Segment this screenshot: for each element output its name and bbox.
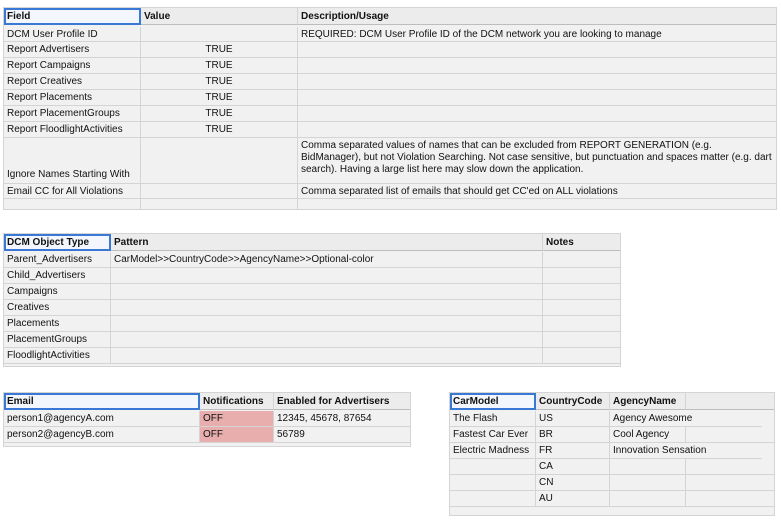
agencyname-cell[interactable] <box>610 491 686 507</box>
object-type-cell[interactable]: Child_Advertisers <box>4 268 111 284</box>
notes-cell[interactable] <box>543 348 620 364</box>
table-row <box>4 42 776 58</box>
lookup-table <box>449 392 775 516</box>
value-cell[interactable] <box>141 199 298 209</box>
pattern-cell[interactable] <box>111 316 543 332</box>
config-table <box>3 7 777 210</box>
table-row <box>4 199 776 209</box>
table-row <box>4 268 620 284</box>
agencyname-cell[interactable] <box>610 475 686 491</box>
description-cell[interactable]: Comma separated values of names that can be excluded from REPORT GENERATION (e.g. BidManager), but not Violation Searching. Not case sensitive, but punctuation and spaces matter (e.g. dart search). Having a large list here may slow down the application. <box>298 138 776 184</box>
pattern-table <box>3 233 621 367</box>
object-type-cell[interactable]: Creatives <box>4 300 111 316</box>
value-cell[interactable] <box>141 184 298 199</box>
countrycode-cell[interactable]: US <box>536 411 610 427</box>
value-cell[interactable]: TRUE <box>141 106 298 122</box>
advertisers-cell[interactable]: 12345, 45678, 87654 <box>274 411 410 427</box>
value-cell[interactable]: TRUE <box>141 74 298 90</box>
email-header-row <box>4 393 410 410</box>
description-cell[interactable] <box>298 199 776 209</box>
carmodel-cell[interactable]: Electric Madness <box>450 443 536 459</box>
countrycode-cell[interactable]: CA <box>536 459 610 475</box>
table-row <box>4 252 620 268</box>
table-row <box>4 427 410 443</box>
value-cell[interactable]: TRUE <box>141 90 298 106</box>
advertisers-cell[interactable]: 56789 <box>274 427 410 443</box>
pattern-header-row <box>4 234 620 251</box>
value-cell[interactable]: TRUE <box>141 122 298 138</box>
table-row <box>450 459 774 475</box>
pattern-cell[interactable] <box>111 332 543 348</box>
notes-cell[interactable] <box>543 252 620 268</box>
agencyname-cell[interactable] <box>610 459 686 475</box>
table-row <box>4 411 410 427</box>
pattern-cell[interactable] <box>111 348 543 364</box>
table-row <box>4 27 776 42</box>
pattern-cell[interactable] <box>111 284 543 300</box>
header-enabled-advertisers[interactable]: Enabled for Advertisers <box>274 393 410 410</box>
description-cell[interactable] <box>298 58 776 74</box>
header-value[interactable]: Value <box>141 8 298 25</box>
object-type-cell[interactable]: Placements <box>4 316 111 332</box>
notes-cell[interactable] <box>543 300 620 316</box>
email-table <box>3 392 411 447</box>
config-header-row <box>4 8 776 25</box>
countrycode-cell[interactable]: CN <box>536 475 610 491</box>
table-row <box>450 475 774 491</box>
field-cell[interactable] <box>4 199 141 209</box>
table-row <box>4 122 776 138</box>
description-cell[interactable]: Comma separated list of emails that should get CC'ed on ALL violations <box>298 184 776 199</box>
header-pattern[interactable]: Pattern <box>111 234 543 251</box>
pattern-cell[interactable] <box>111 300 543 316</box>
description-cell[interactable] <box>298 122 776 138</box>
agencyname-cell[interactable]: Cool Agency <box>610 427 686 443</box>
field-cell[interactable]: Report PlacementGroups <box>4 106 141 122</box>
carmodel-cell[interactable] <box>450 491 536 507</box>
email-cell[interactable]: person1@agencyA.com <box>4 411 200 427</box>
value-cell[interactable]: TRUE <box>141 58 298 74</box>
email-cell[interactable]: person2@agencyB.com <box>4 427 200 443</box>
carmodel-cell[interactable]: Fastest Car Ever <box>450 427 536 443</box>
carmodel-cell[interactable] <box>450 459 536 475</box>
notes-cell[interactable] <box>543 316 620 332</box>
header-email[interactable]: Email <box>4 393 200 410</box>
countrycode-cell[interactable]: BR <box>536 427 610 443</box>
notes-cell[interactable] <box>543 332 620 348</box>
field-cell[interactable]: Report Placements <box>4 90 141 106</box>
carmodel-cell[interactable]: The Flash <box>450 411 536 427</box>
table-row <box>4 348 620 364</box>
pattern-cell[interactable] <box>111 268 543 284</box>
field-cell[interactable]: Ignore Names Starting With <box>4 138 141 184</box>
lookup-header-row <box>450 393 774 410</box>
field-cell[interactable]: DCM User Profile ID <box>4 27 141 42</box>
notes-cell[interactable] <box>543 268 620 284</box>
field-cell[interactable]: Report FloodlightActivities <box>4 122 141 138</box>
field-cell[interactable]: Email CC for All Violations <box>4 184 141 199</box>
table-row <box>4 106 776 122</box>
empty-cell[interactable] <box>686 491 774 507</box>
value-cell[interactable] <box>141 27 298 42</box>
countrycode-cell[interactable]: AU <box>536 491 610 507</box>
field-cell[interactable]: Report Creatives <box>4 74 141 90</box>
table-row <box>4 332 620 348</box>
object-type-cell[interactable]: Parent_Advertisers <box>4 252 111 268</box>
table-row <box>4 300 620 316</box>
notifications-cell[interactable]: OFF <box>200 411 274 427</box>
notifications-cell[interactable]: OFF <box>200 427 274 443</box>
table-row <box>4 284 620 300</box>
table-row <box>4 58 776 74</box>
agencyname-cell[interactable]: Innovation Sensation <box>610 443 762 459</box>
table-row <box>450 491 774 507</box>
table-row <box>4 184 776 199</box>
table-row <box>4 316 620 332</box>
description-cell[interactable] <box>298 106 776 122</box>
agencyname-cell[interactable]: Agency Awesome <box>610 411 762 427</box>
description-cell[interactable]: REQUIRED: DCM User Profile ID of the DCM network you are looking to manage <box>298 27 776 42</box>
pattern-cell[interactable]: CarModel>>CountryCode>>AgencyName>>Optional-color <box>111 252 543 268</box>
description-cell[interactable] <box>298 74 776 90</box>
empty-cell[interactable] <box>686 475 774 491</box>
table-row <box>450 427 774 443</box>
empty-header-cell[interactable] <box>686 393 774 410</box>
object-type-cell[interactable]: Campaigns <box>4 284 111 300</box>
notes-cell[interactable] <box>543 284 620 300</box>
value-cell[interactable] <box>141 138 298 184</box>
carmodel-cell[interactable] <box>450 475 536 491</box>
field-cell[interactable]: Report Advertisers <box>4 42 141 58</box>
table-row <box>450 443 774 459</box>
countrycode-cell[interactable]: FR <box>536 443 610 459</box>
object-type-cell[interactable]: FloodlightActivities <box>4 348 111 364</box>
header-notifications[interactable]: Notifications <box>200 393 274 410</box>
header-agencyname[interactable]: AgencyName <box>610 393 686 410</box>
object-type-cell[interactable]: PlacementGroups <box>4 332 111 348</box>
header-countrycode[interactable]: CountryCode <box>536 393 610 410</box>
empty-cell[interactable] <box>686 459 774 475</box>
header-description[interactable]: Description/Usage <box>298 8 776 25</box>
description-cell[interactable] <box>298 90 776 106</box>
header-field[interactable]: Field <box>4 8 141 25</box>
table-row <box>4 74 776 90</box>
table-row <box>4 90 776 106</box>
field-cell[interactable]: Report Campaigns <box>4 58 141 74</box>
header-carmodel[interactable]: CarModel <box>450 393 536 410</box>
value-cell[interactable]: TRUE <box>141 42 298 58</box>
table-row <box>4 138 776 184</box>
table-row <box>450 411 774 427</box>
empty-cell[interactable] <box>686 427 774 443</box>
header-notes[interactable]: Notes <box>543 234 620 251</box>
header-object-type[interactable]: DCM Object Type <box>4 234 111 251</box>
description-cell[interactable] <box>298 42 776 58</box>
